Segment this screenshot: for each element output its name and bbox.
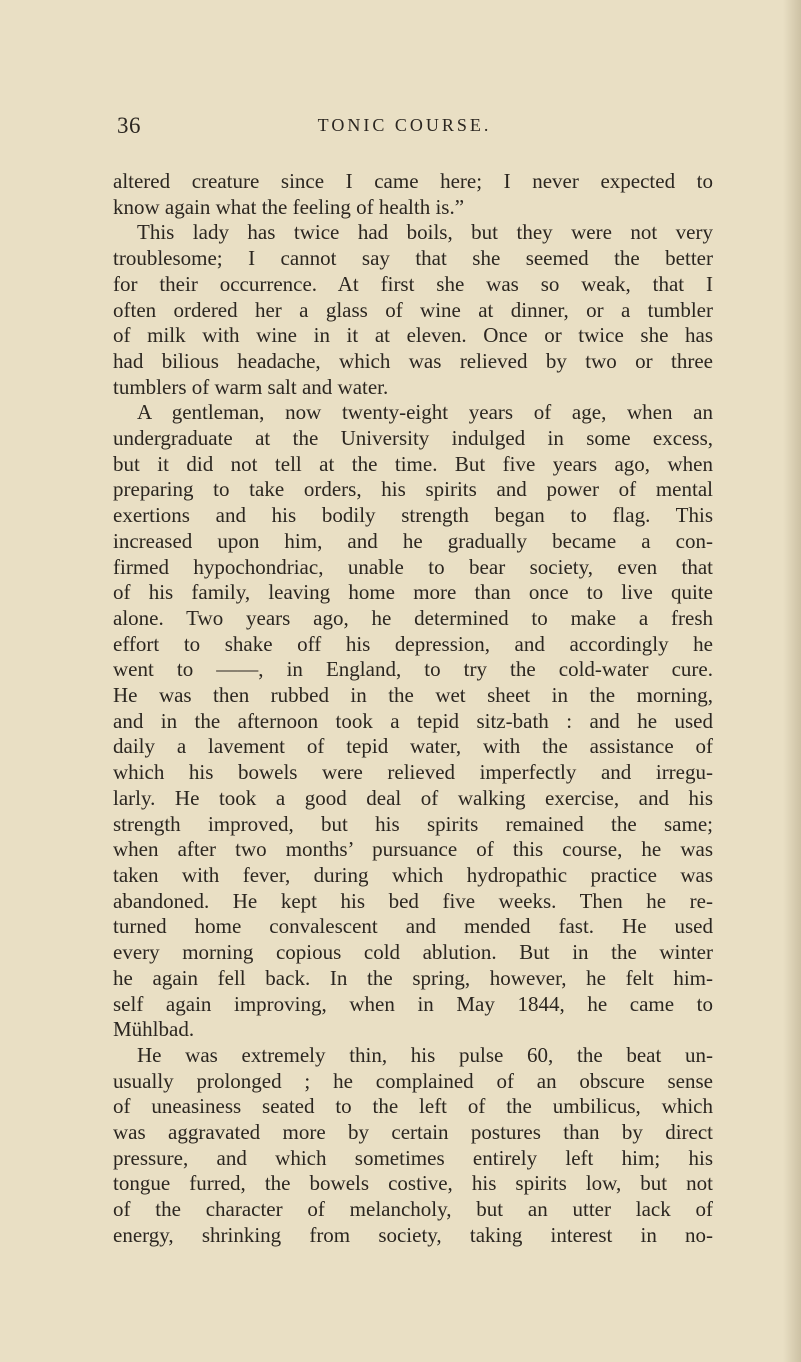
text-line: every morning copious cold ablution. But in the winter	[113, 940, 713, 965]
text-line: which his bowels were relieved imperfectly and irregu-	[113, 760, 713, 785]
text-line: increased upon him, and he gradually became a con-	[113, 528, 713, 553]
page-number: 36	[117, 113, 141, 138]
text-line: Mühlbad.	[113, 1017, 195, 1042]
text-line: turned home convalescent and mended fast. He used	[113, 914, 713, 939]
text-line: of uneasiness seated to the left of the umbilicus, which	[113, 1094, 713, 1119]
text-line: often ordered her a glass of wine at dinner, or a tumbler	[113, 297, 713, 322]
text-line: tongue furred, the bowels costive, his spirits low, but not	[113, 1171, 713, 1196]
text-line: of milk with wine in it at eleven. Once or twice she has	[113, 323, 713, 348]
text-line: effort to shake off his depression, and accordingly he	[113, 631, 713, 656]
text-line: pressure, and which sometimes entirely left him; his	[113, 1145, 713, 1170]
page-edge-shadow	[783, 0, 801, 1362]
text-line: he again fell back. In the spring, however, he felt him-	[113, 965, 713, 990]
page-header	[117, 113, 692, 143]
body-text	[113, 169, 713, 1249]
text-line: of the character of melancholy, but an utter lack of	[113, 1197, 713, 1222]
text-line: tumblers of warm salt and water.	[113, 374, 389, 399]
text-line: went to ——, in England, to try the cold-water cure.	[113, 657, 713, 682]
text-line: abandoned. He kept his bed five weeks. Then he re-	[113, 888, 713, 913]
text-line: self again improving, when in May 1844, he came to	[113, 991, 713, 1016]
text-line: troublesome; I cannot say that she seemed the better	[113, 246, 713, 271]
text-line: preparing to take orders, his spirits and power of mental	[113, 477, 713, 502]
text-line: alone. Two years ago, he determined to make a fresh	[113, 605, 713, 630]
text-line: altered creature since I came here; I never expected to	[113, 169, 713, 193]
text-line: He was then rubbed in the wet sheet in the morning,	[113, 683, 713, 708]
text-line: was aggravated more by certain postures than by direct	[113, 1120, 713, 1145]
text-line: strength improved, but his spirits remained the same;	[113, 811, 713, 836]
text-line: undergraduate at the University indulged in some excess,	[113, 426, 713, 451]
text-line: had bilious headache, which was relieved by two or three	[113, 348, 713, 373]
text-line: when after two months’ pursuance of this course, he was	[113, 837, 713, 862]
text-line: He was extremely thin, his pulse 60, the beat un-	[137, 1042, 713, 1067]
text-line: firmed hypochondriac, unable to bear society, even that	[113, 554, 713, 579]
text-line: usually prolonged ; he complained of an obscure sense	[113, 1068, 713, 1093]
text-line: of his family, leaving home more than once to live quite	[113, 580, 713, 605]
text-line: energy, shrinking from society, taking interest in no-	[113, 1222, 713, 1247]
text-line: exertions and his bodily strength began to flag. This	[113, 503, 713, 528]
text-line: daily a lavement of tepid water, with the assistance of	[113, 734, 713, 759]
text-line: know again what the feeling of health is.”	[113, 194, 465, 219]
text-line: for their occurrence. At first she was so weak, that I	[113, 271, 713, 296]
text-line: This lady has twice had boils, but they were not very	[137, 220, 713, 245]
text-line: but it did not tell at the time. But five years ago, when	[113, 451, 713, 476]
text-line: larly. He took a good deal of walking exercise, and his	[113, 785, 713, 810]
running-head: TONIC COURSE.	[317, 115, 492, 135]
text-line: and in the afternoon took a tepid sitz-bath : and he used	[113, 708, 713, 733]
text-line: taken with fever, during which hydropathic practice was	[113, 862, 713, 887]
text-line: A gentleman, now twenty-eight years of age, when an	[137, 400, 713, 425]
